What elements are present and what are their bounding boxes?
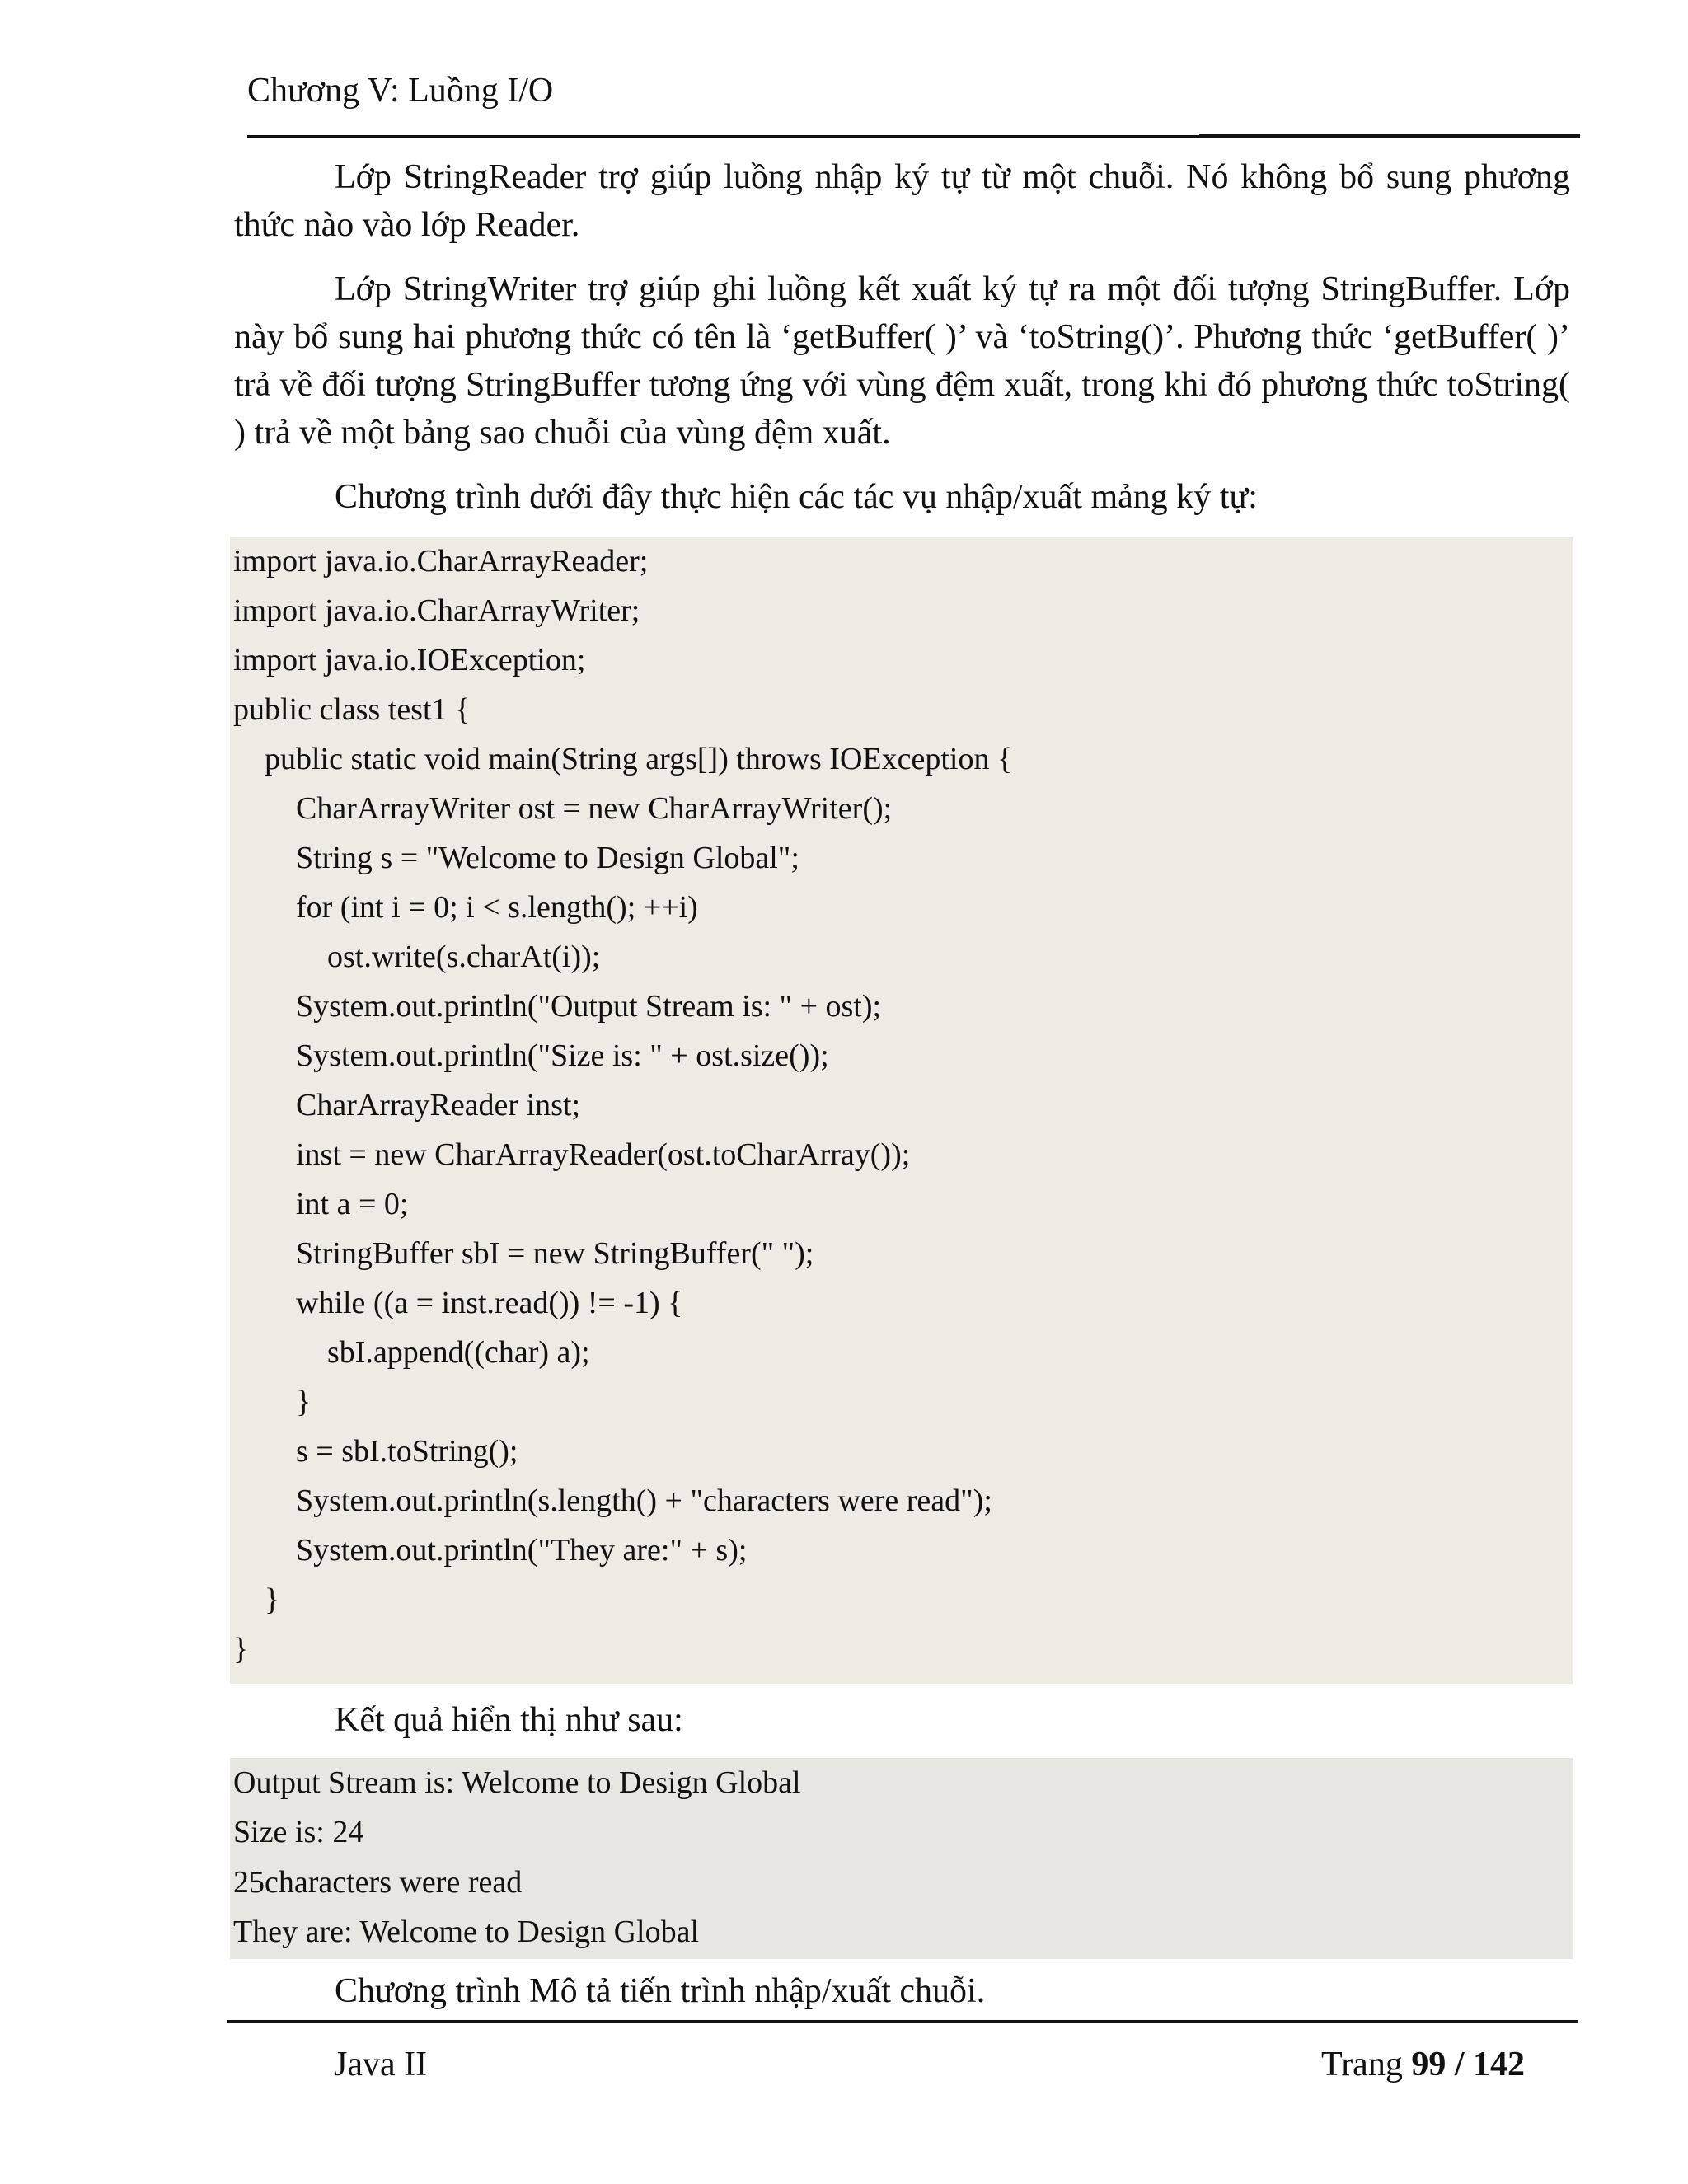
code-line: System.out.println(s.length() + "characters were read"); (233, 1483, 992, 1518)
paragraph-stringwriter: Lớp StringWriter trợ giúp ghi luồng kết xuất ký tự ra một đối tượng StringBuffer. Lớp này bổ sung hai phương thức có tên là ‘getBuffer( )’ và ‘toString()’. Phương thức ‘getBuffer( )’ trả về đối tượng StringBuffer tương ứng với vùng đệm xuất, trong khi đó phương thức toString( ) trả về một bảng sao chuỗi của vùng đệm xuất. (234, 270, 1570, 452)
code-line: } (233, 1385, 312, 1419)
code-line: CharArrayWriter ost = new CharArrayWriter(); (233, 791, 893, 826)
page-current: 99 (1411, 2046, 1447, 2083)
code-line: public static void main(String args[]) throws IOException { (233, 742, 1013, 776)
output-line: They are: Welcome to Design Global (233, 1915, 700, 1949)
output-line: Output Stream is: Welcome to Design Global (233, 1765, 801, 1800)
footer-divider (227, 2020, 1578, 2023)
page-number (1321, 2040, 1525, 2089)
code-line: System.out.println("Output Stream is: " + ost); (233, 989, 882, 1024)
code-line: import java.io.IOException; (233, 643, 586, 677)
paragraph-result-intro: Kết quả hiển thị như sau: (335, 1701, 683, 1739)
header-divider-accent (1199, 134, 1580, 138)
code-line: ost.write(s.charAt(i)); (233, 940, 601, 974)
code-line: } (233, 1582, 280, 1617)
page-label: Trang (1321, 2046, 1412, 2083)
code-line: String s = "Welcome to Design Global"; (233, 841, 799, 875)
code-line: StringBuffer sbI = new StringBuffer(" "); (233, 1236, 814, 1271)
paragraph-string-io-intro: Chương trình Mô tả tiến trình nhập/xuất chuỗi. (335, 1972, 986, 2010)
code-line: System.out.println("Size is: " + ost.size()); (233, 1038, 829, 1073)
output-line: 25characters were read (233, 1865, 523, 1900)
code-line: int a = 0; (233, 1187, 409, 1221)
footer-course-name: Java II (334, 2046, 428, 2083)
page-total: 142 (1473, 2046, 1525, 2083)
code-line: for (int i = 0; i < s.length(); ++i) (233, 890, 698, 925)
page-separator: / (1446, 2046, 1473, 2083)
code-line: CharArrayReader inst; (233, 1088, 581, 1122)
code-line: System.out.println("They are:" + s); (233, 1533, 748, 1568)
paragraph-program-intro: Chương trình dưới đây thực hiện các tác vụ nhập/xuất mảng ký tự: (335, 478, 1258, 516)
output-line: Size is: 24 (233, 1815, 364, 1849)
code-line: while ((a = inst.read()) != -1) { (233, 1286, 683, 1320)
code-block (230, 537, 1573, 1684)
code-line: inst = new CharArrayReader(ost.toCharArray()); (233, 1137, 911, 1172)
code-line: s = sbI.toString(); (233, 1434, 518, 1469)
code-line: import java.io.CharArrayReader; (233, 544, 649, 579)
program-output-block (230, 1758, 1573, 1959)
code-line: } (233, 1632, 249, 1666)
paragraph-stringreader: Lớp StringReader trợ giúp luồng nhập ký tự từ một chuỗi. Nó không bổ sung phương thức nào vào lớp Reader. (234, 158, 1570, 244)
chapter-title: Chương V: Luồng I/O (247, 72, 554, 110)
code-line: public class test1 { (233, 692, 471, 727)
code-line: sbI.append((char) a); (233, 1335, 590, 1370)
code-line: import java.io.CharArrayWriter; (233, 593, 640, 628)
